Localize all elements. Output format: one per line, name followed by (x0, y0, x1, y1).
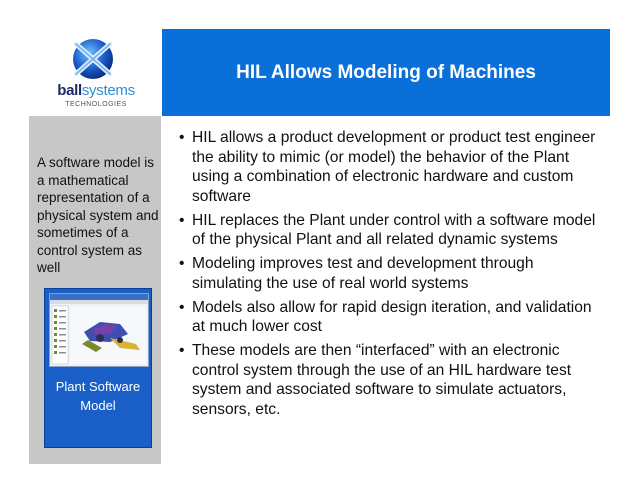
ball-systems-logo (28, 34, 158, 120)
thumbnail-caption (45, 377, 151, 415)
bullet-dot-icon: • (179, 129, 185, 146)
list-item (177, 298, 597, 337)
caption-line-1: Plant Software (55, 379, 141, 394)
list-item (177, 128, 597, 206)
logo-word-light: systems (81, 82, 135, 99)
title-bar (162, 29, 610, 116)
list-item (177, 211, 597, 250)
bullet-text: HIL replaces the Plant under control with a software model of the physical Plant and all related dynamic systems (192, 211, 596, 249)
plant-model-thumbnail (44, 288, 152, 448)
logo-wordmark (36, 82, 156, 99)
bullet-dot-icon: • (179, 298, 185, 316)
bullet-dot-icon: • (179, 255, 185, 273)
bullet-dot-icon: • (179, 342, 185, 360)
bullet-dot-icon: • (179, 211, 185, 229)
logo-word-bold: ball (57, 82, 82, 99)
list-item (177, 254, 597, 293)
sidebar-description: A software model is a mathematical representation of a physical system and sometimes of a control system as well (37, 155, 159, 275)
list-item (177, 341, 597, 419)
software-screenshot-image (49, 293, 149, 367)
bullet-text: These models are then “interfaced” with an electronic control system through the use of an HIL hardware test system and associated software to simulate actuators, sensors, etc. (192, 342, 572, 418)
logo-tagline: TECHNOLOGIES (65, 101, 127, 108)
bullet-text: Models also allow for rapid design iteration, and validation at much lower cost (192, 298, 592, 336)
bullet-list (177, 128, 597, 424)
bullet-text: HIL allows a product development or product test engineer the ability to mimic (or model) the behavior of the Plant using a combination of electronic hardware and custom software (192, 129, 596, 205)
sidebar-panel (29, 116, 161, 464)
globe-x-logo-icon (62, 36, 124, 82)
bullet-text: Modeling improves test and development through simulating the use of real world systems (192, 255, 534, 292)
slide-title: HIL Allows Modeling of Machines (236, 61, 536, 83)
caption-line-2: Model (80, 398, 116, 413)
